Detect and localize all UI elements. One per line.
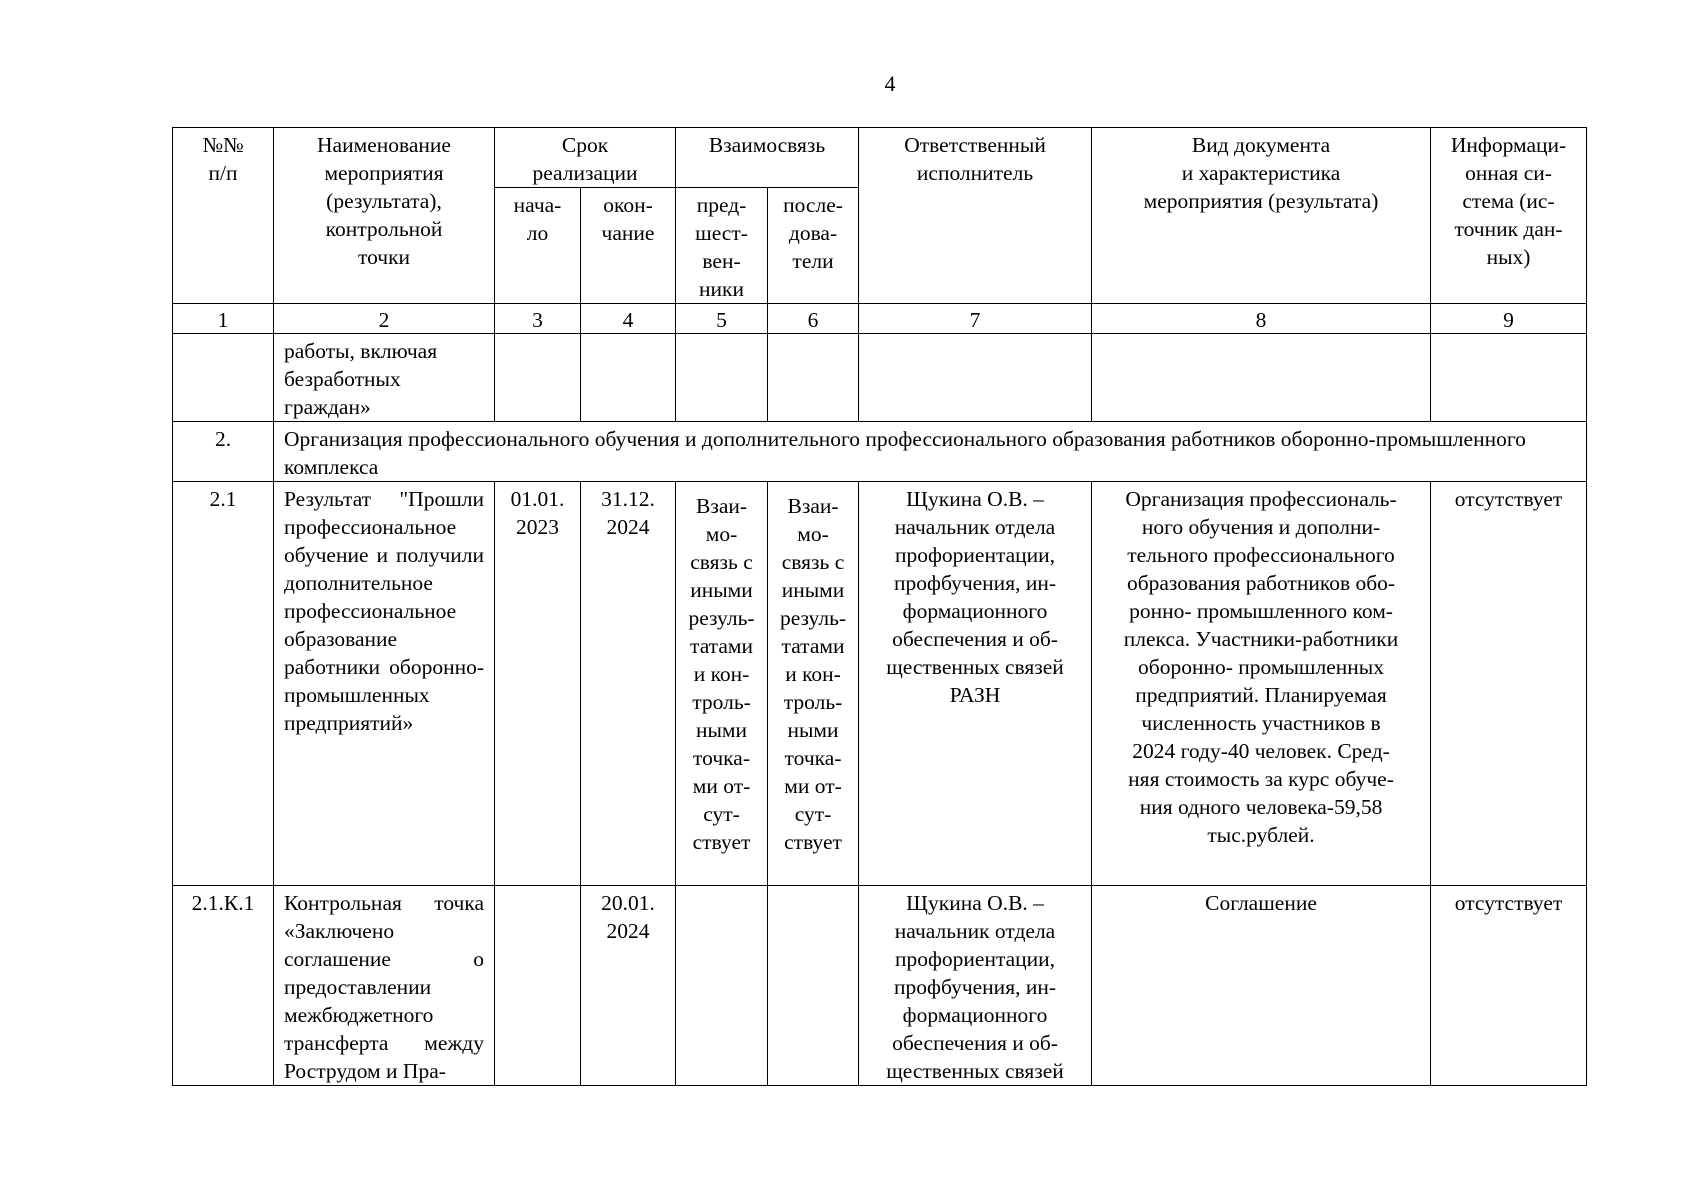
cell-document: Соглашение — [1092, 886, 1431, 1086]
header-info-system: Информаци- онная си- стема (ис- точник дан- ных) — [1431, 128, 1587, 304]
cell-successors: Взаи- мо- связь с иными резуль- татами и кон- троль- ными точка- ми от- сут- ствует — [768, 482, 859, 886]
table-row-continuation — [173, 334, 1587, 422]
header-link: Взаимосвязь — [676, 128, 859, 188]
header-document: Вид документа и характеристика мероприятия (результата) — [1092, 128, 1431, 304]
column-number: 5 — [676, 304, 768, 334]
section-title: Организация профессионального обучения и дополнительного профессионального образования работников оборонно-промышленного комплекса — [274, 422, 1587, 482]
cell-successors — [768, 886, 859, 1086]
column-number: 4 — [581, 304, 676, 334]
cell-empty — [768, 334, 859, 422]
cell-responsible: Щукина О.В. – начальник отдела профориентации, профбучения, ин- формационного обеспечения и об- щественных связей РАЗН — [859, 482, 1092, 886]
header-term: Срок реализации — [495, 128, 676, 188]
header-successors: после- дова- тели — [768, 188, 859, 304]
column-number: 9 — [1431, 304, 1587, 334]
cell-document: Организация профессиональ- ного обучения и дополни- тельного профессионального образования работников обо- ронно- промышленного ком- плекса. Участники-работники оборонно- промышленных предприятий. Планируемая численность участников в 2024 году-40 человек. Сред- няя стоимость за курс обуче- ния одного человека-59,58 тыс.рублей. — [1092, 482, 1431, 886]
cell-end: 20.01. 2024 — [581, 886, 676, 1086]
header-predecessors: пред- шест- вен- ники — [676, 188, 768, 304]
table-row-result — [173, 482, 1587, 886]
cell-empty — [859, 334, 1092, 422]
header-start: нача- ло — [495, 188, 581, 304]
header-responsible: Ответственный исполнитель — [859, 128, 1092, 304]
column-number: 3 — [495, 304, 581, 334]
column-number: 2 — [274, 304, 495, 334]
column-number: 7 — [859, 304, 1092, 334]
cell-start — [495, 886, 581, 1086]
section-number: 2. — [173, 422, 274, 482]
column-number: 6 — [768, 304, 859, 334]
cell-info-system: отсутствует — [1431, 886, 1587, 1086]
column-number: 1 — [173, 304, 274, 334]
column-number: 8 — [1092, 304, 1431, 334]
page-number: 4 — [884, 71, 896, 96]
cell-predecessors: Взаи- мо- связь с иными резуль- татами и кон- троль- ными точка- ми от- сут- ствует — [676, 482, 768, 886]
cell-empty — [495, 334, 581, 422]
cell-num: 2.1 — [173, 482, 274, 886]
plan-table — [172, 127, 1587, 1086]
table-row-checkpoint — [173, 886, 1587, 1086]
cell-info-system: отсутствует — [1431, 482, 1587, 886]
cell-empty — [1431, 334, 1587, 422]
cell-empty — [581, 334, 676, 422]
cell-predecessors — [676, 886, 768, 1086]
cell-num: 2.1.К.1 — [173, 886, 274, 1086]
cell-name: работы, включая безработных граждан» — [274, 334, 495, 422]
cell-name: Результат "Прошли профессиональное обучение и получили дополнительное профессиональное образование работники оборонно-промышленных предприятий» — [274, 482, 495, 886]
cell-end: 31.12. 2024 — [581, 482, 676, 886]
cell-empty — [173, 334, 274, 422]
header-end: окон- чание — [581, 188, 676, 304]
header-num: №№ п/п — [173, 128, 274, 304]
cell-empty — [676, 334, 768, 422]
cell-empty — [1092, 334, 1431, 422]
cell-responsible: Щукина О.В. – начальник отдела профориентации, профбучения, ин- формационного обеспечения и об- щественных связей — [859, 886, 1092, 1086]
cell-name: Контрольная точка «Заключено соглашение о предоставлении межбюджетного трансферта между Рострудом и Пра- — [274, 886, 495, 1086]
cell-start: 01.01. 2023 — [495, 482, 581, 886]
header-name: Наименование мероприятия (результата), контрольной точки — [274, 128, 495, 304]
column-number-row — [173, 304, 1587, 334]
table-row-section — [173, 422, 1587, 482]
